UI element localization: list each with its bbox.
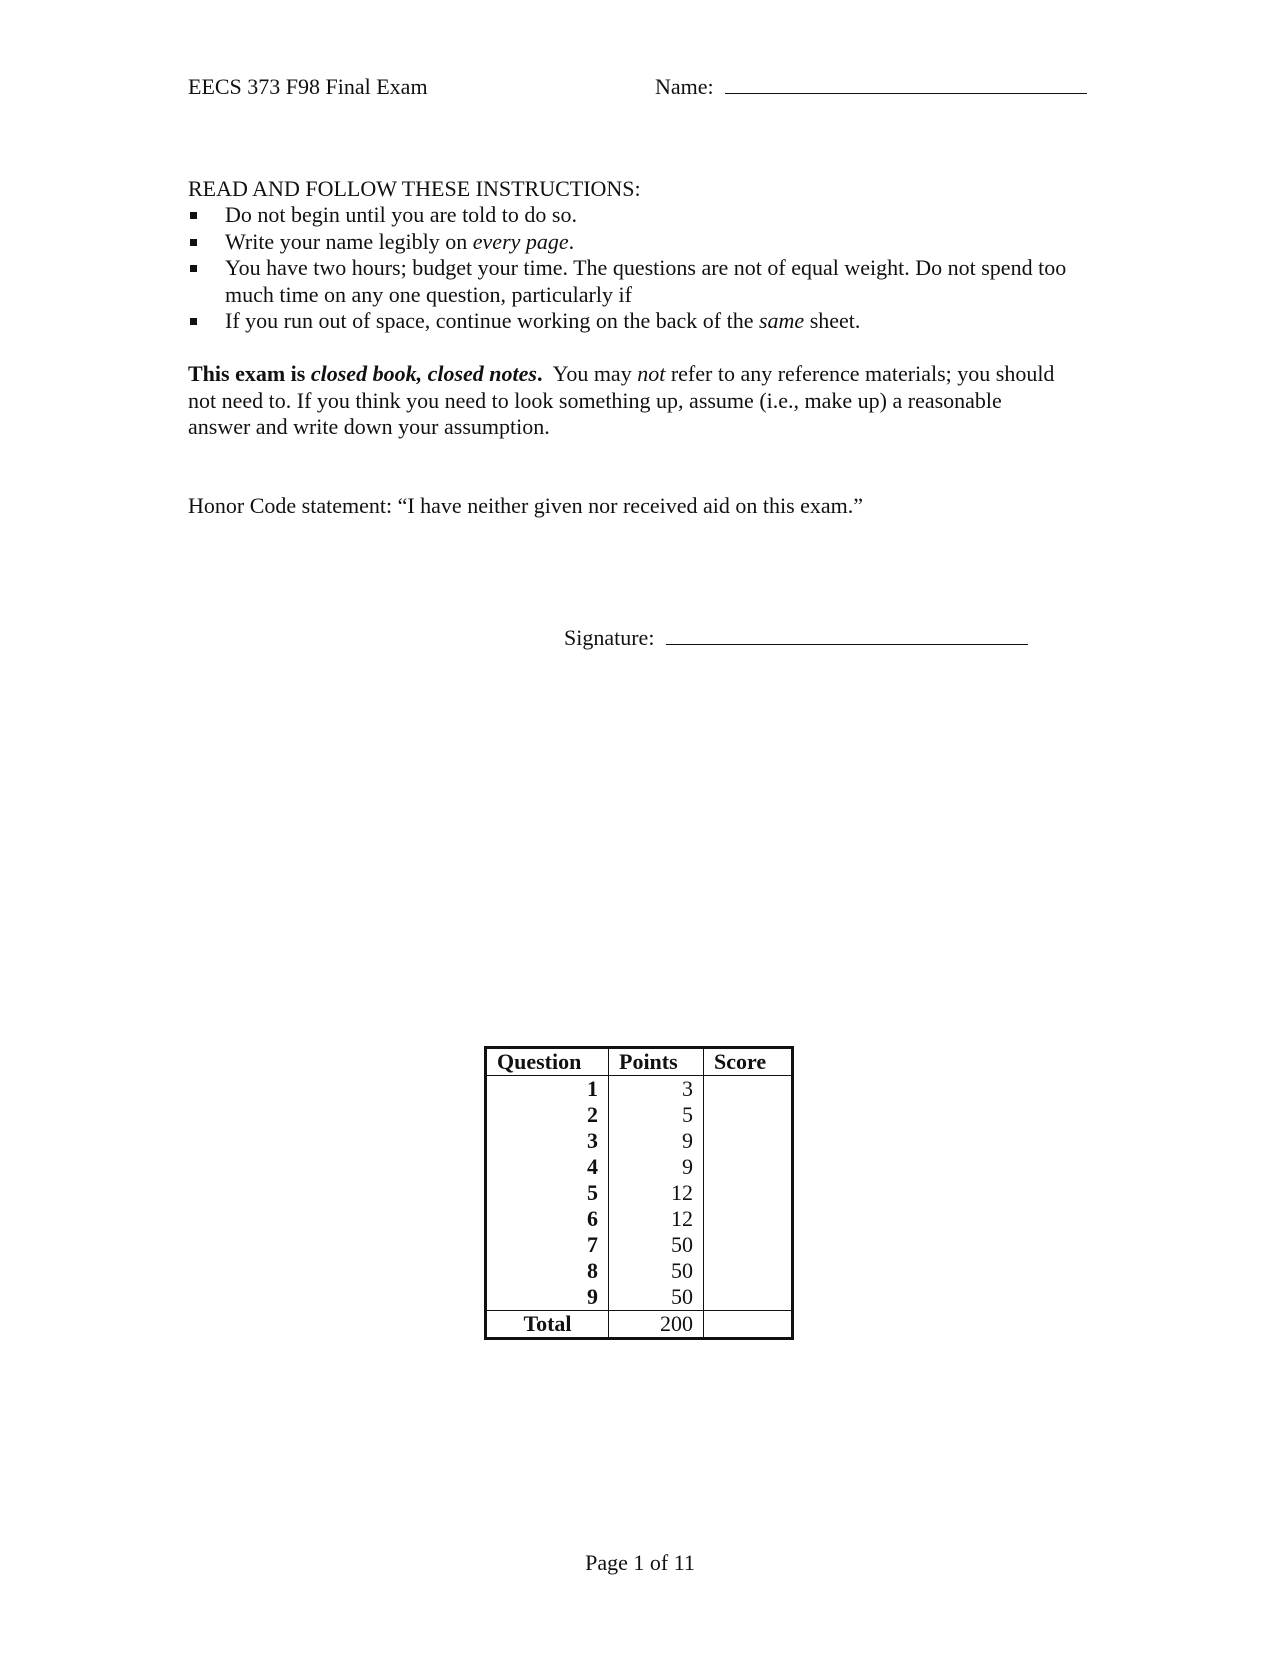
table-row: 4 9 [486,1154,793,1180]
square-bullet-icon [190,239,197,246]
total-score-cell[interactable] [704,1311,793,1339]
table-row: 1 3 [486,1076,793,1103]
page-number: Page 1 of 11 [585,1550,695,1575]
instructions-list [188,202,1088,335]
table-row: 6 12 [486,1206,793,1232]
score-table [484,1046,794,1340]
square-bullet-icon [190,212,197,219]
col-question: Question [486,1048,609,1076]
score-cell[interactable] [704,1076,793,1103]
instruction-item: Do not begin until you are told to do so. [188,202,1088,229]
table-row: 8 50 [486,1258,793,1284]
score-cell[interactable] [704,1232,793,1258]
name-label: Name: [655,74,714,99]
instruction-item: You have two hours; budget your time. The questions are not of equal weight. Do not spend too much time on any one question, particularly if [188,255,1088,308]
table-header-row [486,1048,793,1076]
score-cell[interactable] [704,1102,793,1128]
name-blank-line[interactable] [725,93,1087,94]
table-row: 7 50 [486,1232,793,1258]
signature-label: Signature: [564,625,655,650]
course-title: EECS 373 F98 Final Exam [188,74,428,99]
score-cell[interactable] [704,1128,793,1154]
score-cell[interactable] [704,1180,793,1206]
square-bullet-icon [190,265,197,272]
total-row: Total 200 [486,1311,793,1339]
name-field [655,74,1087,100]
signature-field [564,625,1028,651]
closed-book-notice: This exam is closed book, closed notes. You may not refer to any reference materials; you should not need to. If you think you need to look something up, assume (i.e., make up) a reasonable answer and write down your assumption. [188,361,1055,439]
col-score: Score [704,1048,793,1076]
table-row: 2 5 [486,1102,793,1128]
col-points: Points [609,1048,704,1076]
score-cell[interactable] [704,1258,793,1284]
instruction-item: If you run out of space, continue working on the back of the same sheet. [188,308,1088,335]
instructions-title: READ AND FOLLOW THESE INSTRUCTIONS: [188,176,641,201]
score-cell[interactable] [704,1154,793,1180]
table-row: 3 9 [486,1128,793,1154]
square-bullet-icon [190,318,197,325]
table-row: 5 12 [486,1180,793,1206]
table-row: 9 50 [486,1284,793,1311]
honor-code-statement: Honor Code statement: “I have neither given nor received aid on this exam.” [188,493,864,518]
signature-blank-line[interactable] [666,644,1028,645]
score-cell[interactable] [704,1206,793,1232]
instruction-item: Write your name legibly on every page. [188,229,1088,256]
score-cell[interactable] [704,1284,793,1311]
